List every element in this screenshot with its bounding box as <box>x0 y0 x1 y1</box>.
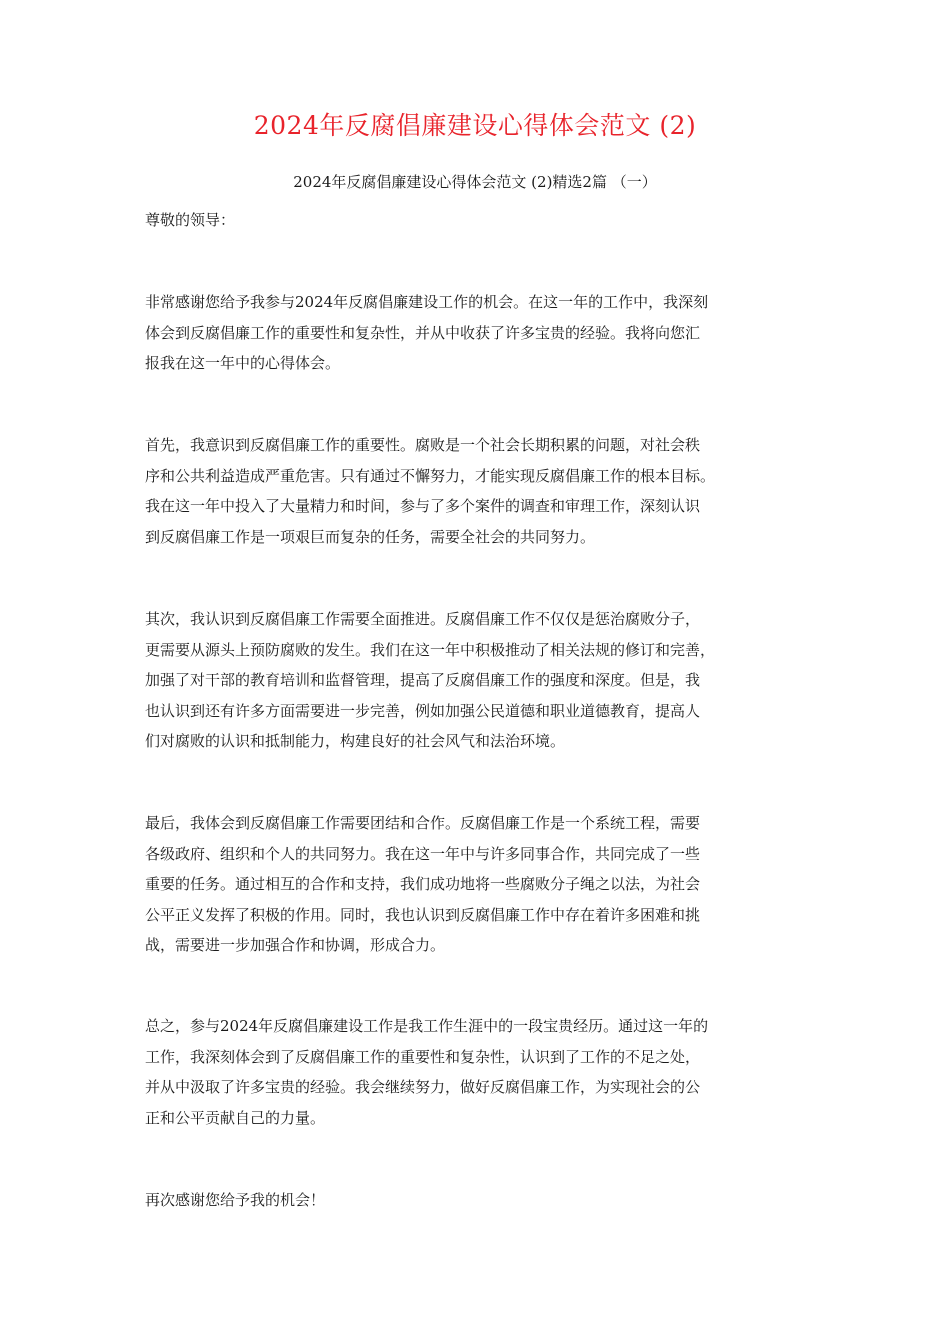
paragraph-line: 总之，参与2024年反腐倡廉建设工作是我工作生涯中的一段宝贵经历。通过这一年的 <box>145 1017 709 1035</box>
paragraph-line: 加强了对干部的教育培训和监督管理，提高了反腐倡廉工作的强度和深度。但是，我 <box>145 671 701 690</box>
paragraph-line: 各级政府、组织和个人的共同努力。我在这一年中与许多同事合作，共同完成了一些 <box>145 844 701 863</box>
paragraph-line: 并从中汲取了许多宝贵的经验。我会继续努力，做好反腐倡廉工作，为实现社会的公 <box>145 1078 701 1097</box>
greeting: 尊敬的领导： <box>145 211 236 229</box>
paragraph-closing <box>145 1185 810 1216</box>
document-title: 2024年反腐倡廉建设心得体会范文 (2) <box>253 111 697 140</box>
paragraph-line: 们对腐败的认识和抵制能力，构建良好的社会风气和法治环境。 <box>145 732 566 751</box>
paragraph-line: 更需要从源头上预防腐败的发生。我们在这一年中积极推动了相关法规的修订和完善， <box>145 640 716 659</box>
paragraph-line: 战，需要进一步加强合作和协调，形成合力。 <box>145 936 446 955</box>
paragraph-line: 其次，我认识到反腐倡廉工作需要全面推进。反腐倡廉工作不仅仅是惩治腐败分子， <box>145 610 701 628</box>
paragraph-line: 再次感谢您给予我的机会！ <box>145 1191 326 1209</box>
paragraph-line: 首先，我意识到反腐倡廉工作的重要性。腐败是一个社会长期积累的问题，对社会秩 <box>145 436 701 454</box>
paragraph-line: 到反腐倡廉工作是一项艰巨而复杂的任务，需要全社会的共同努力。 <box>145 527 596 546</box>
paragraph-intro <box>145 287 810 379</box>
paragraph-line: 序和公共利益造成严重危害。只有通过不懈努力，才能实现反腐倡廉工作的根本目标。 <box>145 466 716 485</box>
paragraph-first <box>145 430 810 552</box>
paragraph-line: 正和公平贡献自己的力量。 <box>145 1108 326 1127</box>
paragraph-line: 也认识到还有许多方面需要进一步完善，例如加强公民道德和职业道德教育，提高人 <box>145 701 701 720</box>
paragraph-conclusion <box>145 1011 810 1133</box>
paragraph-line: 体会到反腐倡廉工作的重要性和复杂性，并从中收获了许多宝贵的经验。我将向您汇 <box>145 323 701 342</box>
paragraph-line: 最后，我体会到反腐倡廉工作需要团结和合作。反腐倡廉工作是一个系统工程，需要 <box>145 814 701 832</box>
paragraph-line: 我在这一年中投入了大量精力和时间，参与了多个案件的调查和审理工作，深刻认识 <box>145 497 701 516</box>
paragraph-line: 报我在这一年中的心得体会。 <box>145 354 341 373</box>
paragraph-second <box>145 604 810 757</box>
paragraph-line: 重要的任务。通过相互的合作和支持，我们成功地将一些腐败分子绳之以法，为社会 <box>145 875 701 894</box>
document-subtitle: 2024年反腐倡廉建设心得体会范文 (2)精选2篇 （一） <box>293 173 657 191</box>
paragraph-line: 公平正义发挥了积极的作用。同时，我也认识到反腐倡廉工作中存在着许多困难和挑 <box>145 905 701 924</box>
paragraph-line: 工作，我深刻体会到了反腐倡廉工作的重要性和复杂性，认识到了工作的不足之处， <box>145 1047 701 1066</box>
paragraph-third <box>145 808 810 961</box>
paragraph-line: 非常感谢您给予我参与2024年反腐倡廉建设工作的机会。在这一年的工作中，我深刻 <box>145 293 709 311</box>
